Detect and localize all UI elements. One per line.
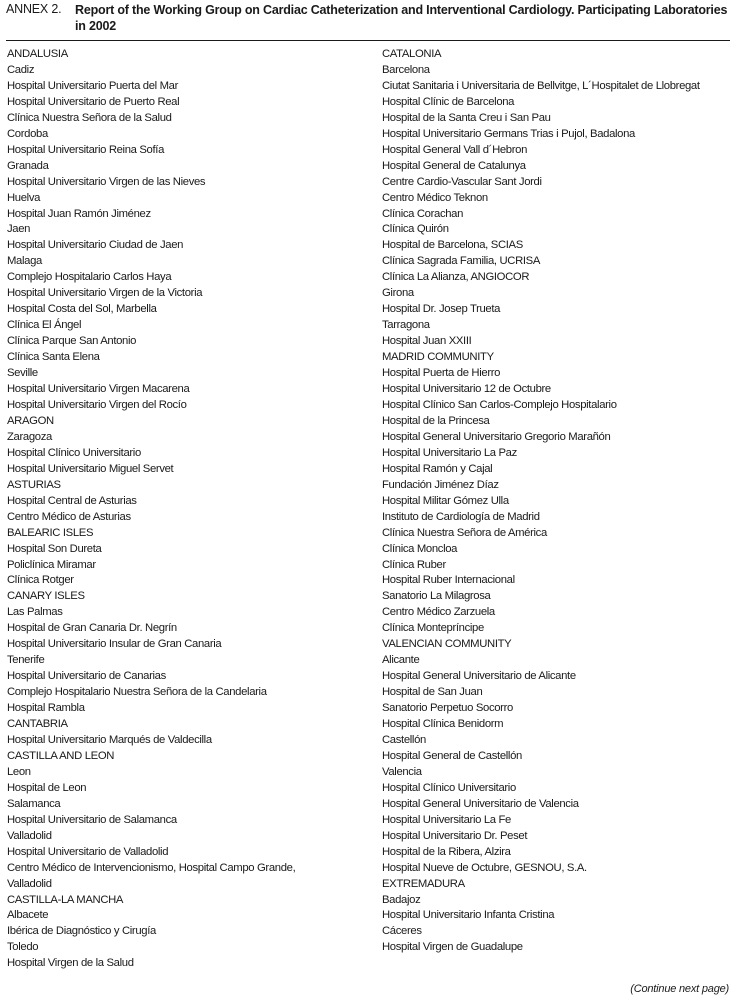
left-column <box>7 47 369 972</box>
list-item: CASTILLA-LA MANCHA <box>7 893 124 906</box>
continue-note: (Continue next page) <box>630 983 729 995</box>
list-item: Hospital Ramón y Cajal <box>382 462 493 475</box>
list-item: Seville <box>7 367 38 380</box>
list-item: Clínica Sagrada Familia, UCRISA <box>382 255 541 268</box>
list-item: Las Palmas <box>7 606 63 619</box>
list-item: Centro Médico Teknon <box>382 191 488 204</box>
list-item: Hospital Universitario 12 de Octubre <box>382 383 551 396</box>
list-item: Hospital Rambla <box>7 702 85 715</box>
list-item: Cadiz <box>7 63 35 76</box>
list-item: Instituto de Cardiología de Madrid <box>382 510 540 523</box>
list-item: Hospital Central de Asturias <box>7 494 137 507</box>
list-item: Hospital Universitario Virgen de las Nieves <box>7 175 206 188</box>
list-item: Complejo Hospitalario Carlos Haya <box>7 271 172 284</box>
list-item: Clínica Moncloa <box>382 542 458 555</box>
list-item: CATALONIA <box>382 48 442 60</box>
annex-header <box>6 2 730 38</box>
list-item: EXTREMADURA <box>382 877 465 890</box>
list-item: Hospital Universitario La Fe <box>382 813 511 826</box>
list-item: Hospital Universitario Reina Sofía <box>7 143 165 156</box>
list-item: Hospital Universitario Insular de Gran Canaria <box>7 638 222 651</box>
list-item: VALENCIAN COMMUNITY <box>382 638 512 651</box>
list-item: Clínica Rotger <box>7 574 74 587</box>
list-item: Badajoz <box>382 893 421 906</box>
list-item: Fundación Jiménez Díaz <box>382 478 499 491</box>
list-item: Hospital General Universitario Gregorio Marañón <box>382 430 611 443</box>
list-item: Hospital Universitario Virgen del Rocío <box>7 398 187 411</box>
list-item: Tenerife <box>7 654 45 667</box>
list-item: Hospital Universitario La Paz <box>382 446 517 459</box>
list-item: Hospital Clínico Universitario <box>7 446 141 459</box>
list-item: Hospital Universitario Virgen de la Victoria <box>7 287 203 300</box>
list-item: Cáceres <box>382 925 422 938</box>
list-item: Valladolid <box>7 877 52 890</box>
list-item: Hospital Nueve de Octubre, GESNOU, S.A. <box>382 861 587 874</box>
list-item: Barcelona <box>382 63 430 76</box>
list-item: Hospital de la Ribera, Alzira <box>382 845 511 858</box>
list-item: Clínica Parque San Antonio <box>7 335 137 348</box>
list-item: MADRID COMMUNITY <box>382 351 494 364</box>
list-item: Clínica La Alianza, ANGIOCOR <box>382 271 530 284</box>
list-item: Hospital Universitario Ciudad de Jaen <box>7 239 184 252</box>
annex-label: ANNEX 2. <box>6 2 62 16</box>
list-item: Hospital de Leon <box>7 781 87 794</box>
list-item: Hospital Puerta de Hierro <box>382 367 501 380</box>
list-item: Hospital Clínico Universitario <box>382 781 516 794</box>
annex-title: Report of the Working Group on Cardiac Catheterization and Interventional Cardiology. Participating Laboratories in 2002 <box>75 3 728 33</box>
list-item: Hospital Virgen de la Salud <box>7 957 134 970</box>
list-item: CANTABRIA <box>7 718 68 731</box>
list-item: Girona <box>382 287 414 300</box>
list-item: Hospital General Vall d´Hebron <box>382 143 528 156</box>
list-item: Clínica Santa Elena <box>7 351 100 364</box>
list-item: Hospital Universitario de Puerto Real <box>7 95 180 108</box>
list-item: Clínica Quirón <box>382 223 449 236</box>
list-item: ARAGON <box>7 414 54 427</box>
list-item: BALEARIC ISLES <box>7 526 94 539</box>
list-item: Salamanca <box>7 797 61 810</box>
list-item: Hospital Universitario Marqués de Valdecilla <box>7 733 212 746</box>
list-item: Hospital Dr. Josep Trueta <box>382 303 501 316</box>
list-item: Tarragona <box>382 319 430 332</box>
list-item: Hospital de Barcelona, SCIAS <box>382 239 523 252</box>
list-item: Alicante <box>382 654 420 667</box>
list-item: Hospital Clínic de Barcelona <box>382 95 515 108</box>
list-item: Hospital Ruber Internacional <box>382 574 515 587</box>
list-item: Albacete <box>7 909 49 922</box>
list-item: Clínica Ruber <box>382 558 446 571</box>
list-item: Hospital General Universitario de Valencia <box>382 797 579 810</box>
list-item: Hospital Universitario Virgen Macarena <box>7 383 190 396</box>
list-item: Ibérica de Diagnóstico y Cirugía <box>7 925 156 938</box>
list-item: Hospital General de Catalunya <box>382 159 526 172</box>
list-item: Hospital Universitario de Valladolid <box>7 845 169 858</box>
list-item: Sanatorio Perpetuo Socorro <box>382 702 513 715</box>
list-item: Zaragoza <box>7 430 52 443</box>
list-item: Hospital Universitario Infanta Cristina <box>382 909 555 922</box>
list-item: Hospital Universitario Puerta del Mar <box>7 79 179 92</box>
list-item: Clínica Nuestra Señora de la Salud <box>7 111 172 124</box>
list-item: CANARY ISLES <box>7 590 85 603</box>
list-item: Hospital de Gran Canaria Dr. Negrín <box>7 622 177 635</box>
list-item: Centro Médico Zarzuela <box>382 606 495 619</box>
list-item: Ciutat Sanitaria i Universitaria de Bellvitge, L´Hospitalet de Llobregat <box>382 79 700 92</box>
list-item: Clínica Corachan <box>382 207 464 220</box>
list-item: Leon <box>7 765 31 778</box>
right-column <box>382 47 730 956</box>
list-item: Jaen <box>7 223 31 236</box>
list-item: Malaga <box>7 255 42 268</box>
list-item: Hospital General Universitario de Alicante <box>382 670 576 683</box>
list-item: Huelva <box>7 191 41 204</box>
list-item: Hospital Universitario Germans Trias i Pujol, Badalona <box>382 127 635 140</box>
list-item: Hospital Militar Gómez Ulla <box>382 494 509 507</box>
list-item: ANDALUSIA <box>7 48 68 60</box>
list-item: Centro Médico de Intervencionismo, Hospital Campo Grande, <box>7 861 296 874</box>
list-item: Hospital Juan XXIII <box>382 335 472 348</box>
list-item: Castellón <box>382 733 426 746</box>
list-item: Hospital Costa del Sol, Marbella <box>7 303 157 316</box>
list-item: Hospital Universitario Dr. Peset <box>382 829 528 842</box>
list-item: Centre Cardio-Vascular Sant Jordi <box>382 175 542 188</box>
list-item: Valladolid <box>7 829 52 842</box>
list-item: Hospital Clínico San Carlos-Complejo Hospitalario <box>382 398 617 411</box>
list-item: Toledo <box>7 941 39 954</box>
list-item: Clínica Montepríncipe <box>382 622 484 635</box>
list-item: Hospital Universitario de Canarias <box>7 670 166 683</box>
list-item: Granada <box>7 159 49 172</box>
list-item: Clínica Nuestra Señora de América <box>382 526 547 539</box>
list-item: Clínica El Ángel <box>7 319 82 332</box>
list-item: Policlínica Miramar <box>7 558 96 571</box>
list-item: Hospital Clínica Benidorm <box>382 718 504 731</box>
list-item: Hospital Son Dureta <box>7 542 102 555</box>
list-item: Hospital de San Juan <box>382 686 483 699</box>
list-item: Hospital General de Castellón <box>382 749 522 762</box>
list-item: Hospital de la Santa Creu i San Pau <box>382 111 551 124</box>
list-item: Complejo Hospitalario Nuestra Señora de la Candelaria <box>7 686 267 699</box>
list-item: Sanatorio La Milagrosa <box>382 590 491 603</box>
list-item: Hospital de la Princesa <box>382 414 490 427</box>
list-item: CASTILLA AND LEON <box>7 749 115 762</box>
list-item: Hospital Universitario de Salamanca <box>7 813 177 826</box>
list-item: Hospital Universitario Miguel Servet <box>7 462 174 475</box>
header-rule <box>6 40 730 41</box>
list-item: Centro Médico de Asturias <box>7 510 131 523</box>
list-item: Cordoba <box>7 127 48 140</box>
list-item: ASTURIAS <box>7 478 61 491</box>
list-item: Hospital Virgen de Guadalupe <box>382 941 523 954</box>
list-item: Valencia <box>382 765 422 778</box>
list-item: Hospital Juan Ramón Jiménez <box>7 207 151 220</box>
